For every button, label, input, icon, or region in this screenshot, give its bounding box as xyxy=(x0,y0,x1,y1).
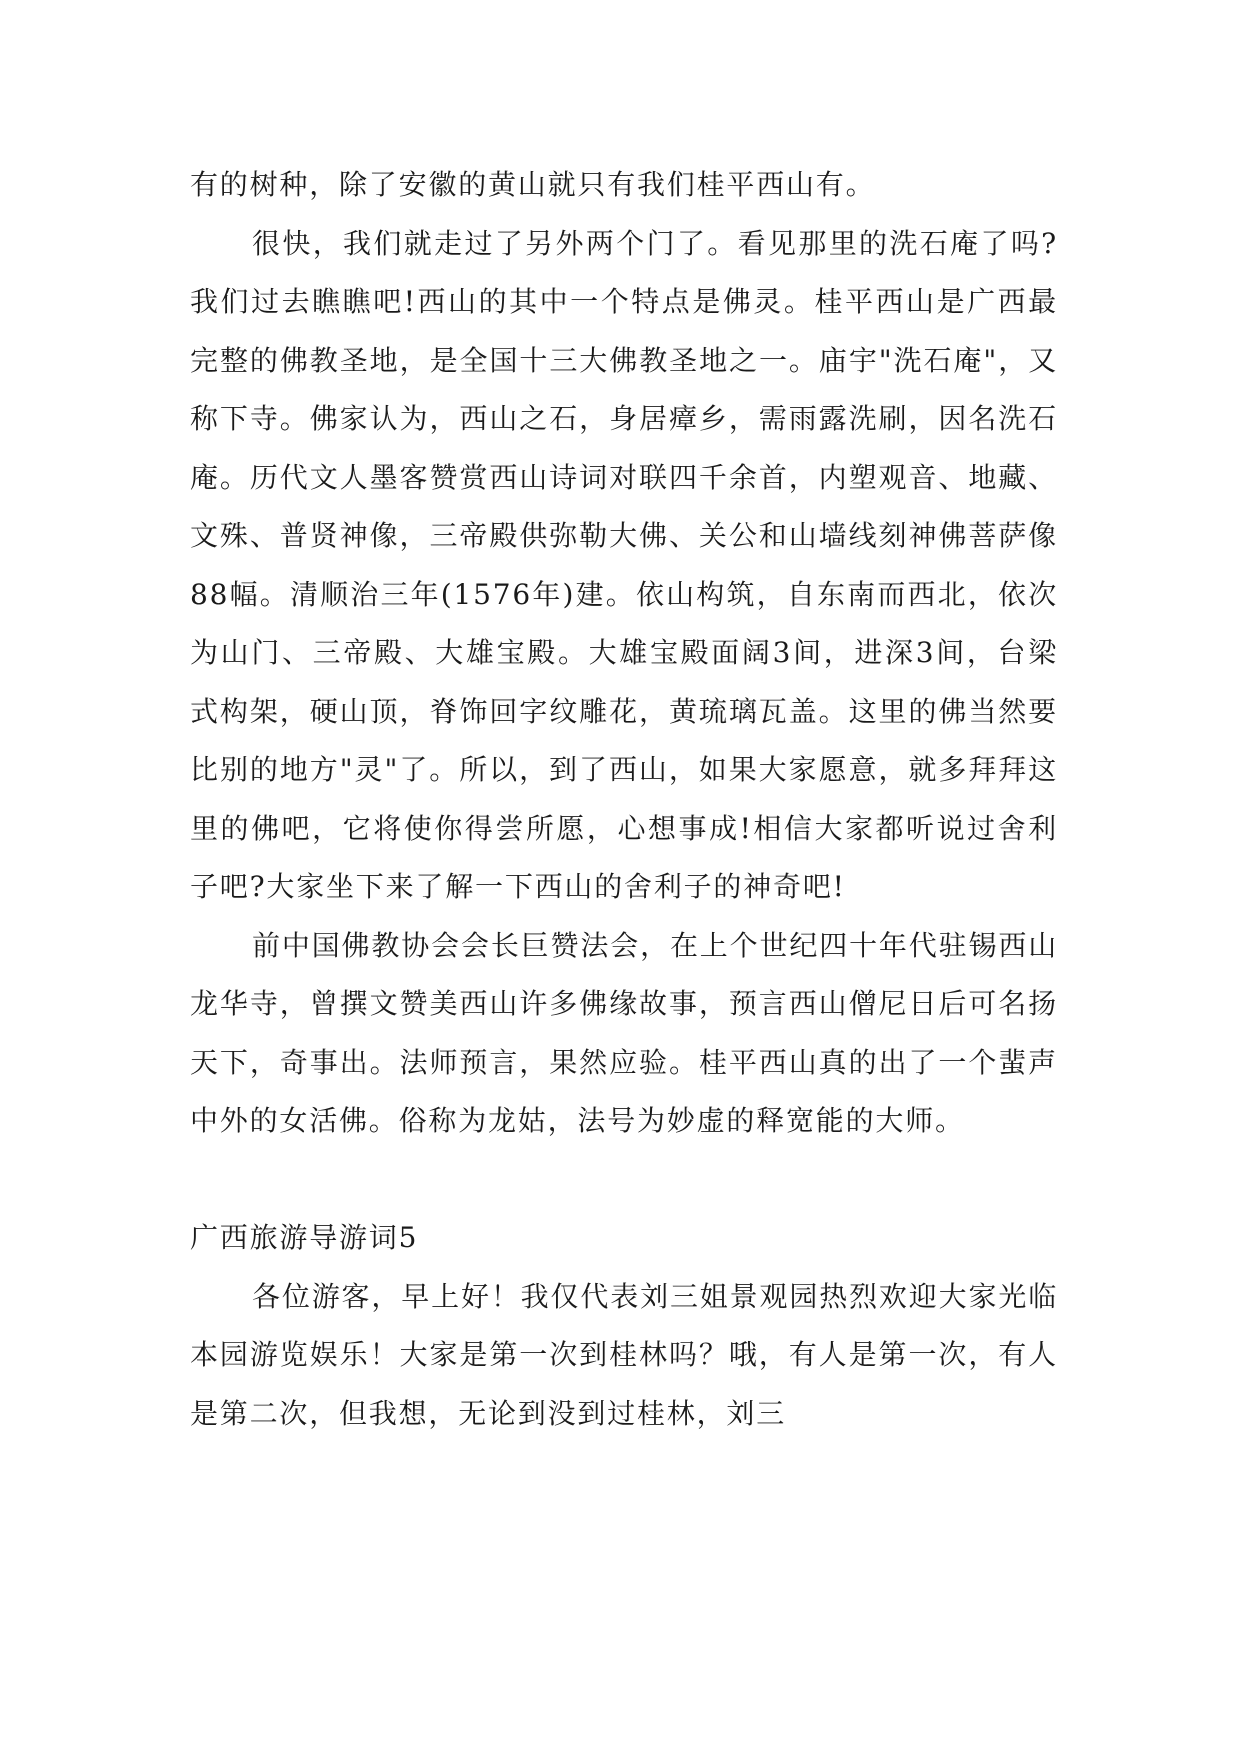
paragraph-3: 前中国佛教协会会长巨赞法会，在上个世纪四十年代驻锡西山龙华寺，曾撰文赞美西山许多佛缘故事，预言西山僧尼日后可名扬天下，奇事出。法师预言，果然应验。桂平西山真的出了一个蜚声中外的女活佛。俗称为龙姑，法号为妙虚的释宽能的大师。 xyxy=(190,928,1058,1137)
paragraph-1: 有的树种，除了安徽的黄山就只有我们桂平西山有。 xyxy=(190,168,876,201)
section-paragraph-1: 各位游客，早上好！我仅代表刘三姐景观园热烈欢迎大家光临本园游览娱乐！大家是第一次到桂林吗？哦，有人是第一次，有人是第二次，但我想，无论到没到过桂林，刘三 xyxy=(190,1279,1058,1430)
document-body xyxy=(190,156,1058,1443)
section-title: 广西旅游导游词5 xyxy=(190,1221,419,1254)
paragraph-2: 很快，我们就走过了另外两个门了。看见那里的洗石庵了吗?我们过去瞧瞧吧!西山的其中一个特点是佛灵。桂平西山是广西最完整的佛教圣地，是全国十三大佛教圣地之一。庙宇"洗石庵"，又称下寺。佛家认为，西山之石，身居瘴乡，需雨露洗刷，因名洗石庵。历代文人墨客赞赏西山诗词对联四千余首，内塑观音、地藏、文殊、普贤神像，三帝殿供弥勒大佛、关公和山墙线刻神佛菩萨像88幅。清顺治三年(1576年)建。依山构筑，自东南而西北，依次为山门、三帝殿、大雄宝殿。大雄宝殿面阔3间，进深3间，台梁式构架，硬山顶，脊饰回字纹雕花，黄琉璃瓦盖。这里的佛当然要比别的地方"灵"了。所以，到了西山，如果大家愿意，就多拜拜这里的佛吧，它将使你得尝所愿，心想事成!相信大家都听说过舍利子吧?大家坐下来了解一下西山的舍利子的神奇吧! xyxy=(190,226,1058,903)
